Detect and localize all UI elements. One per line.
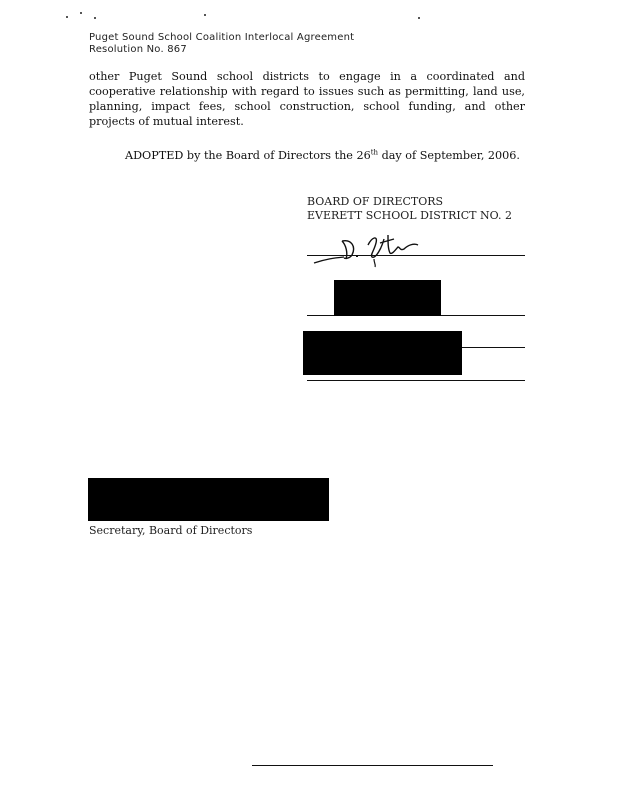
- signature-line: [462, 347, 525, 348]
- redaction-box: [88, 478, 329, 521]
- adopted-ordinal-suffix: th: [370, 148, 379, 157]
- scan-speck: [94, 17, 96, 19]
- handwritten-signature: [312, 225, 422, 271]
- adopted-text: ADOPTED by the Board of Directors the 26: [125, 149, 371, 162]
- scan-speck: [204, 14, 206, 16]
- scan-speck: [418, 17, 420, 19]
- school-district-label: EVERETT SCHOOL DISTRICT NO. 2: [307, 209, 512, 222]
- footer-rule: [252, 765, 493, 766]
- adopted-statement: [89, 148, 525, 163]
- body-paragraph: other Puget Sound school districts to engage in a coordinated and cooperative relationship with regard to issues such as permitting, land use, planning, impact fees, school construction, school funding, and other projects of mutual interest.: [89, 70, 525, 128]
- scan-speck: [80, 12, 82, 14]
- document-header-title: Puget Sound School Coalition Interlocal Agreement: [89, 32, 355, 43]
- scan-speck: [66, 16, 68, 18]
- adopted-text-end: day of September, 2006.: [378, 149, 520, 162]
- redaction-box: [334, 280, 441, 316]
- resolution-number: Resolution No. 867: [89, 44, 187, 55]
- signature-line: [307, 380, 525, 381]
- signature-line: [307, 255, 525, 256]
- secretary-label: Secretary, Board of Directors: [89, 524, 253, 537]
- redaction-box: [303, 331, 462, 375]
- board-of-directors-label: BOARD OF DIRECTORS: [307, 195, 444, 208]
